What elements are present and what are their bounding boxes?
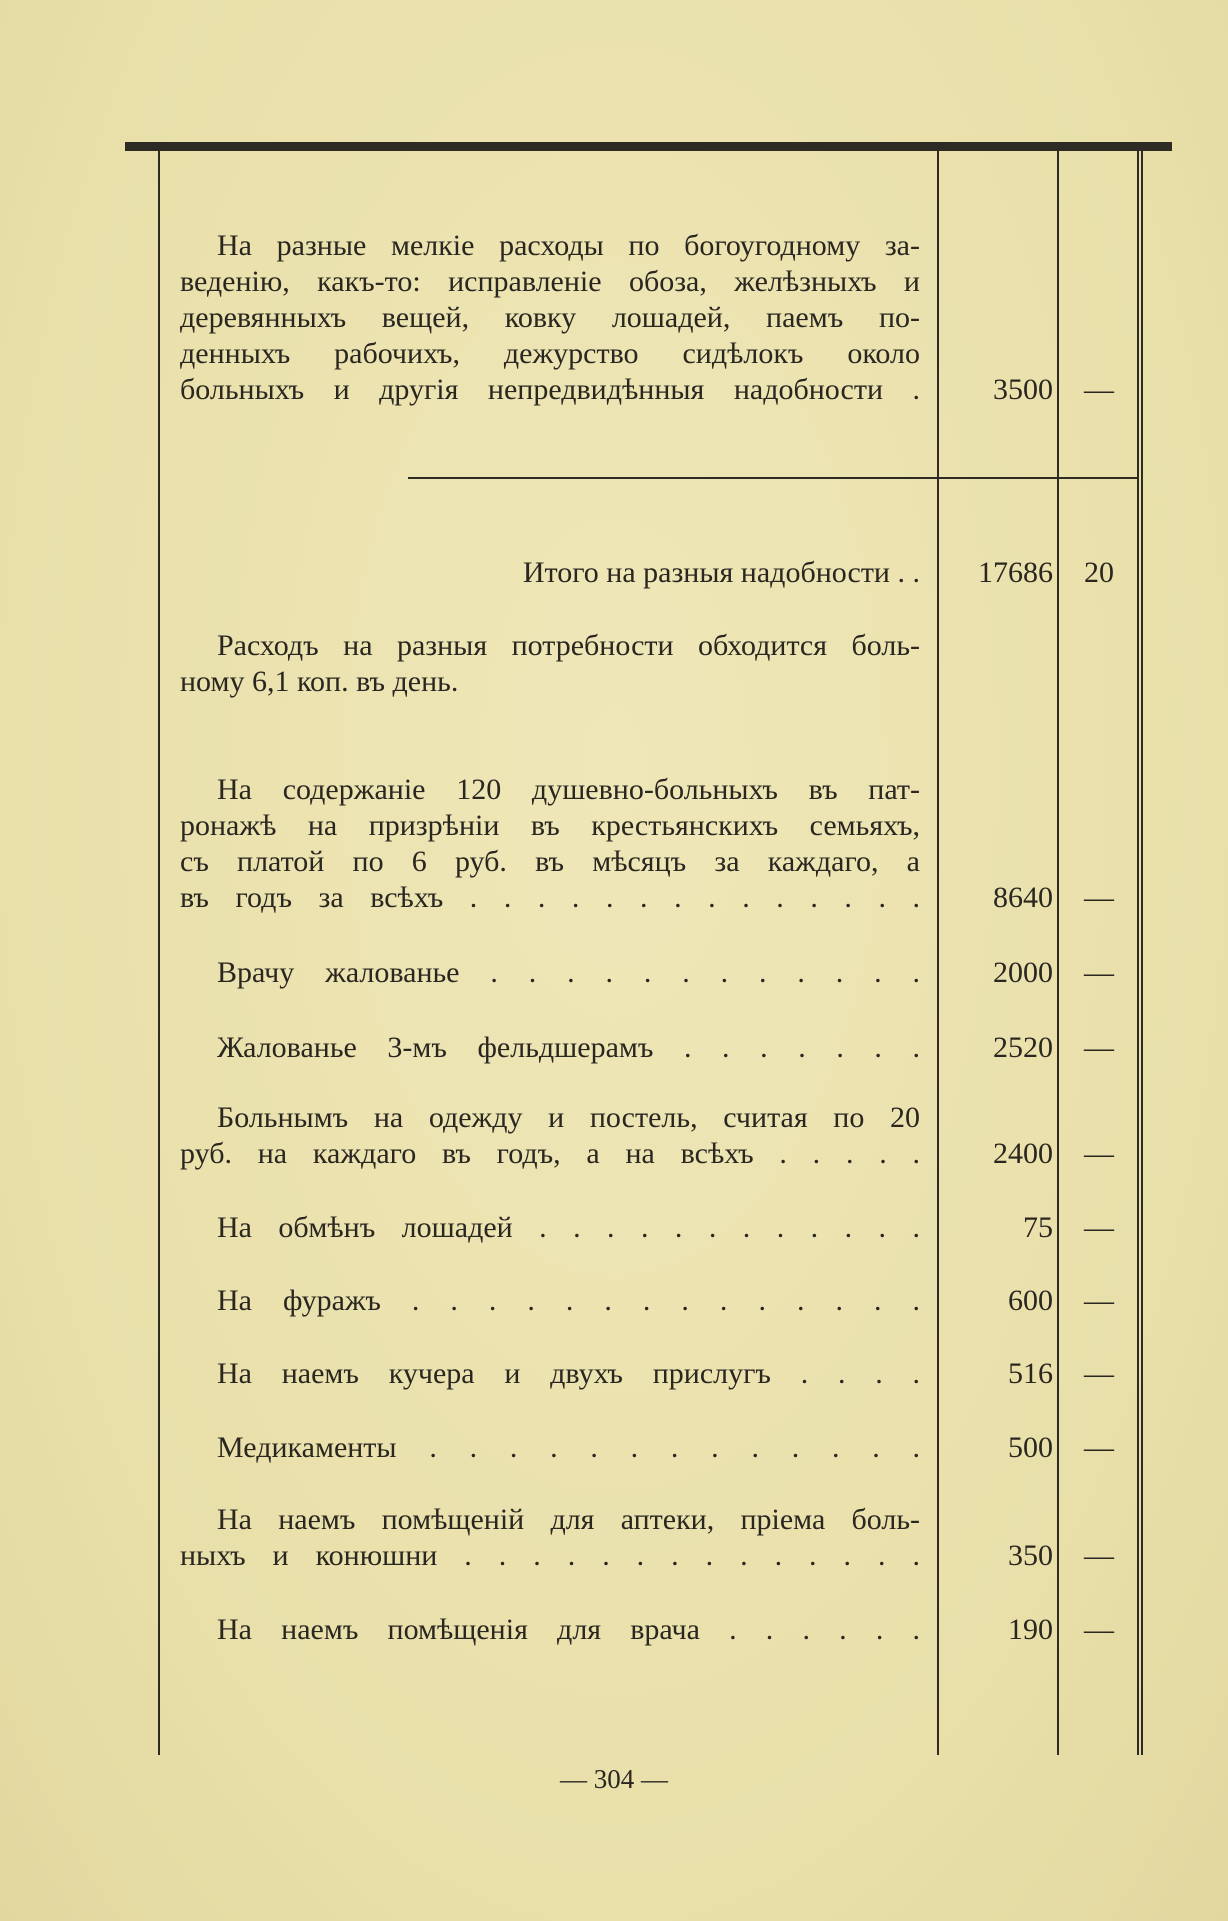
amount-rub: 3500	[993, 373, 1053, 406]
subtotal-rule	[408, 477, 1138, 479]
entry-line: Врачу жалованье . . . . . . . . . . . .	[217, 956, 920, 989]
entry-line: съ платой по 6 руб. въ мѣсяцъ за каждаго, а	[180, 845, 920, 878]
entry-line: На наемъ помѣщеній для аптеки, пріема боль-	[217, 1503, 920, 1536]
entry-line: Жалованье 3-мъ фельдшерамъ . . . . . . .	[217, 1031, 920, 1064]
left-border	[158, 150, 160, 1755]
page-number: — 304 —	[560, 1764, 668, 1794]
amount-rub: 516	[1008, 1357, 1053, 1390]
amount-rub: 350	[1008, 1539, 1053, 1572]
entry-line: деревянныхъ вещей, ковку лошадей, паемъ по-	[180, 301, 920, 334]
amount-kop: —	[1084, 956, 1114, 989]
note-line: ному 6,1 коп. въ день.	[180, 665, 459, 698]
entry-line: больныхъ и другія непредвидѣнныя надобности .	[180, 373, 920, 406]
amount-kop: —	[1084, 373, 1114, 406]
entry-line: На содержаніе 120 душевно-больныхъ въ пат-	[217, 773, 920, 806]
entry-line: На наемъ кучера и двухъ прислугъ . . . .	[217, 1357, 920, 1390]
total-amount-rub: 17686	[978, 556, 1053, 589]
entry-line: руб. на каждаго въ годъ, а на всѣхъ . . . . .	[180, 1137, 920, 1170]
entry-line: въ годъ за всѣхъ . . . . . . . . . . . . . .	[180, 881, 920, 914]
amount-column-left-border	[937, 150, 939, 1755]
amount-rub: 500	[1008, 1431, 1053, 1464]
amount-kop: —	[1084, 881, 1114, 914]
entry-line: ронажѣ на призрѣніи въ крестьянскихъ семьяхъ,	[180, 809, 920, 842]
amount-rub: 8640	[993, 881, 1053, 914]
amount-kop: —	[1084, 1137, 1114, 1170]
amount-kop: —	[1084, 1211, 1114, 1244]
entry-line: На фуражъ . . . . . . . . . . . . . .	[217, 1284, 920, 1317]
entry-line: На разные мелкіе расходы по богоугодному за-	[217, 229, 920, 262]
entry-line: Медикаменты . . . . . . . . . . . . .	[217, 1431, 920, 1464]
amount-rub: 2000	[993, 956, 1053, 989]
amount-kop: —	[1084, 1284, 1114, 1317]
amount-rub: 2520	[993, 1031, 1053, 1064]
top-rule	[125, 142, 1172, 151]
amount-kop: —	[1084, 1431, 1114, 1464]
entry-line: Больнымъ на одежду и постель, считая по 20	[217, 1101, 920, 1134]
amount-rub: 190	[1008, 1613, 1053, 1646]
outer-right-border	[1141, 150, 1143, 1755]
amount-rub: 2400	[993, 1137, 1053, 1170]
total-label: Итого на разныя надобности . .	[522, 556, 920, 589]
entry-line: На обмѣнъ лошадей . . . . . . . . . . . .	[217, 1211, 920, 1244]
amount-rub: 600	[1008, 1284, 1053, 1317]
amount-rub: 75	[1023, 1211, 1053, 1244]
amount-kop: —	[1084, 1539, 1114, 1572]
note-line: Расходъ на разныя потребности обходится боль-	[217, 629, 920, 662]
total-amount-kop: 20	[1084, 556, 1114, 589]
entry-line: На наемъ помѣщенія для врача . . . . . .	[217, 1613, 920, 1646]
kop-column-left-border	[1057, 150, 1059, 1755]
amount-kop: —	[1084, 1613, 1114, 1646]
amount-kop: —	[1084, 1031, 1114, 1064]
entry-line: ныхъ и конюшни . . . . . . . . . . . . . .	[180, 1539, 920, 1572]
entry-line: денныхъ рабочихъ, дежурство сидѣлокъ около	[180, 337, 920, 370]
entry-line: веденію, какъ-то: исправленіе обоза, желѣзныхъ и	[180, 265, 920, 298]
amount-kop: —	[1084, 1357, 1114, 1390]
